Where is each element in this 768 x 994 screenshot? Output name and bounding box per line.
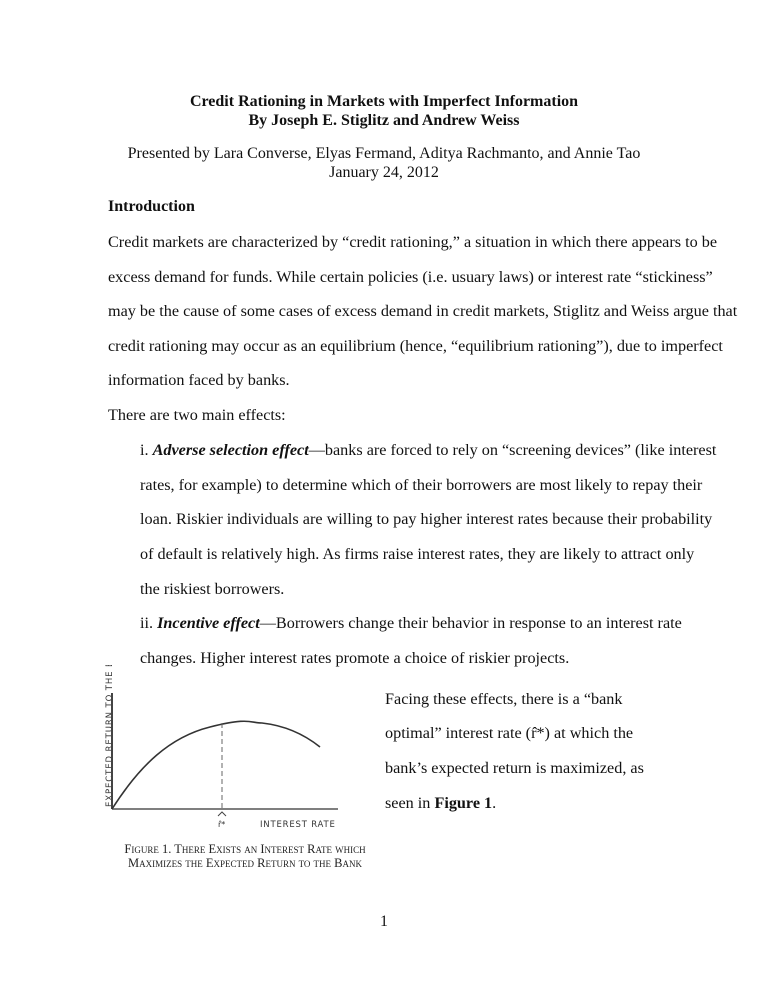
paragraph-line: rates, for example) to determine which of their borrowers are most likely to repay their [140,476,703,494]
paragraph-line: changes. Higher interest rates promote a choice of riskier projects. [140,649,570,667]
expected-return-curve [112,721,320,809]
effect-term: Adverse selection effect [152,441,309,459]
paragraph-line: may be the cause of some cases of excess demand in credit markets, Stiglitz and Weiss argue that [108,302,738,320]
effect-adverse-selection [140,441,716,460]
effect-text: —Borrowers change their behavior in response to an interest rate [259,614,682,632]
document-title: Credit Rationing in Markets with Imperfect Information [189,93,579,110]
paragraph-line: credit rationing may occur as an equilibrium (hence, “equilibrium rationing”), due to imperfect [108,337,723,355]
effect-number: i. [140,441,153,459]
caret-marker-icon [218,812,226,816]
r-star-label: r̂* [218,820,226,829]
date-line: January 24, 2012 [329,164,439,181]
section-heading-introduction: Introduction [108,198,195,215]
paragraph-line: Credit markets are characterized by “credit rationing,” a situation in which there appears to be [108,233,718,251]
presenters-line: Presented by Lara Converse, Elyas Fermand, Aditya Rachmanto, and Annie Tao [127,145,641,162]
effect-incentive [140,614,682,633]
x-axis-label: INTEREST RATE [260,820,336,830]
paragraph-line: the riskiest borrowers. [140,580,285,598]
figure-reference: Figure 1 [434,794,493,812]
paragraph-line: excess demand for funds. While certain policies (i.e. usuary laws) or interest rate “stickiness” [108,268,713,286]
figure-caption-line: Maximizes the Expected Return to the Bank [128,856,362,870]
side-text-line: optimal” interest rate (r̂*) at which the [385,724,634,742]
effects-intro: There are two main effects: [108,406,286,424]
y-axis-label: EXPECTED RETURN TO THE BANK [105,665,115,807]
side-text-prefix: seen in [385,794,435,812]
figure-caption-line: Figure 1. There Exists an Interest Rate which [124,842,366,856]
effect-term: Incentive effect [157,614,260,632]
paragraph-line: information faced by banks. [108,371,290,389]
document-authors: By Joseph E. Stiglitz and Andrew Weiss [248,112,520,129]
paragraph-line: loan. Riskier individuals are willing to pay higher interest rates because their probability [140,510,713,528]
side-text-line: Facing these effects, there is a “bank [385,690,623,708]
paragraph-line: of default is relatively high. As firms raise interest rates, they are likely to attract only [140,545,695,563]
side-text-suffix: . [492,794,497,812]
figure-caption [105,842,385,870]
figure-1-chart [100,665,370,835]
effect-number: ii. [140,614,158,632]
effect-text: —banks are forced to rely on “screening devices” (like interest [308,441,717,459]
side-text-line [385,794,496,813]
page-number: 1 [380,913,388,930]
side-text-line: bank’s expected return is maximized, as [385,759,644,777]
